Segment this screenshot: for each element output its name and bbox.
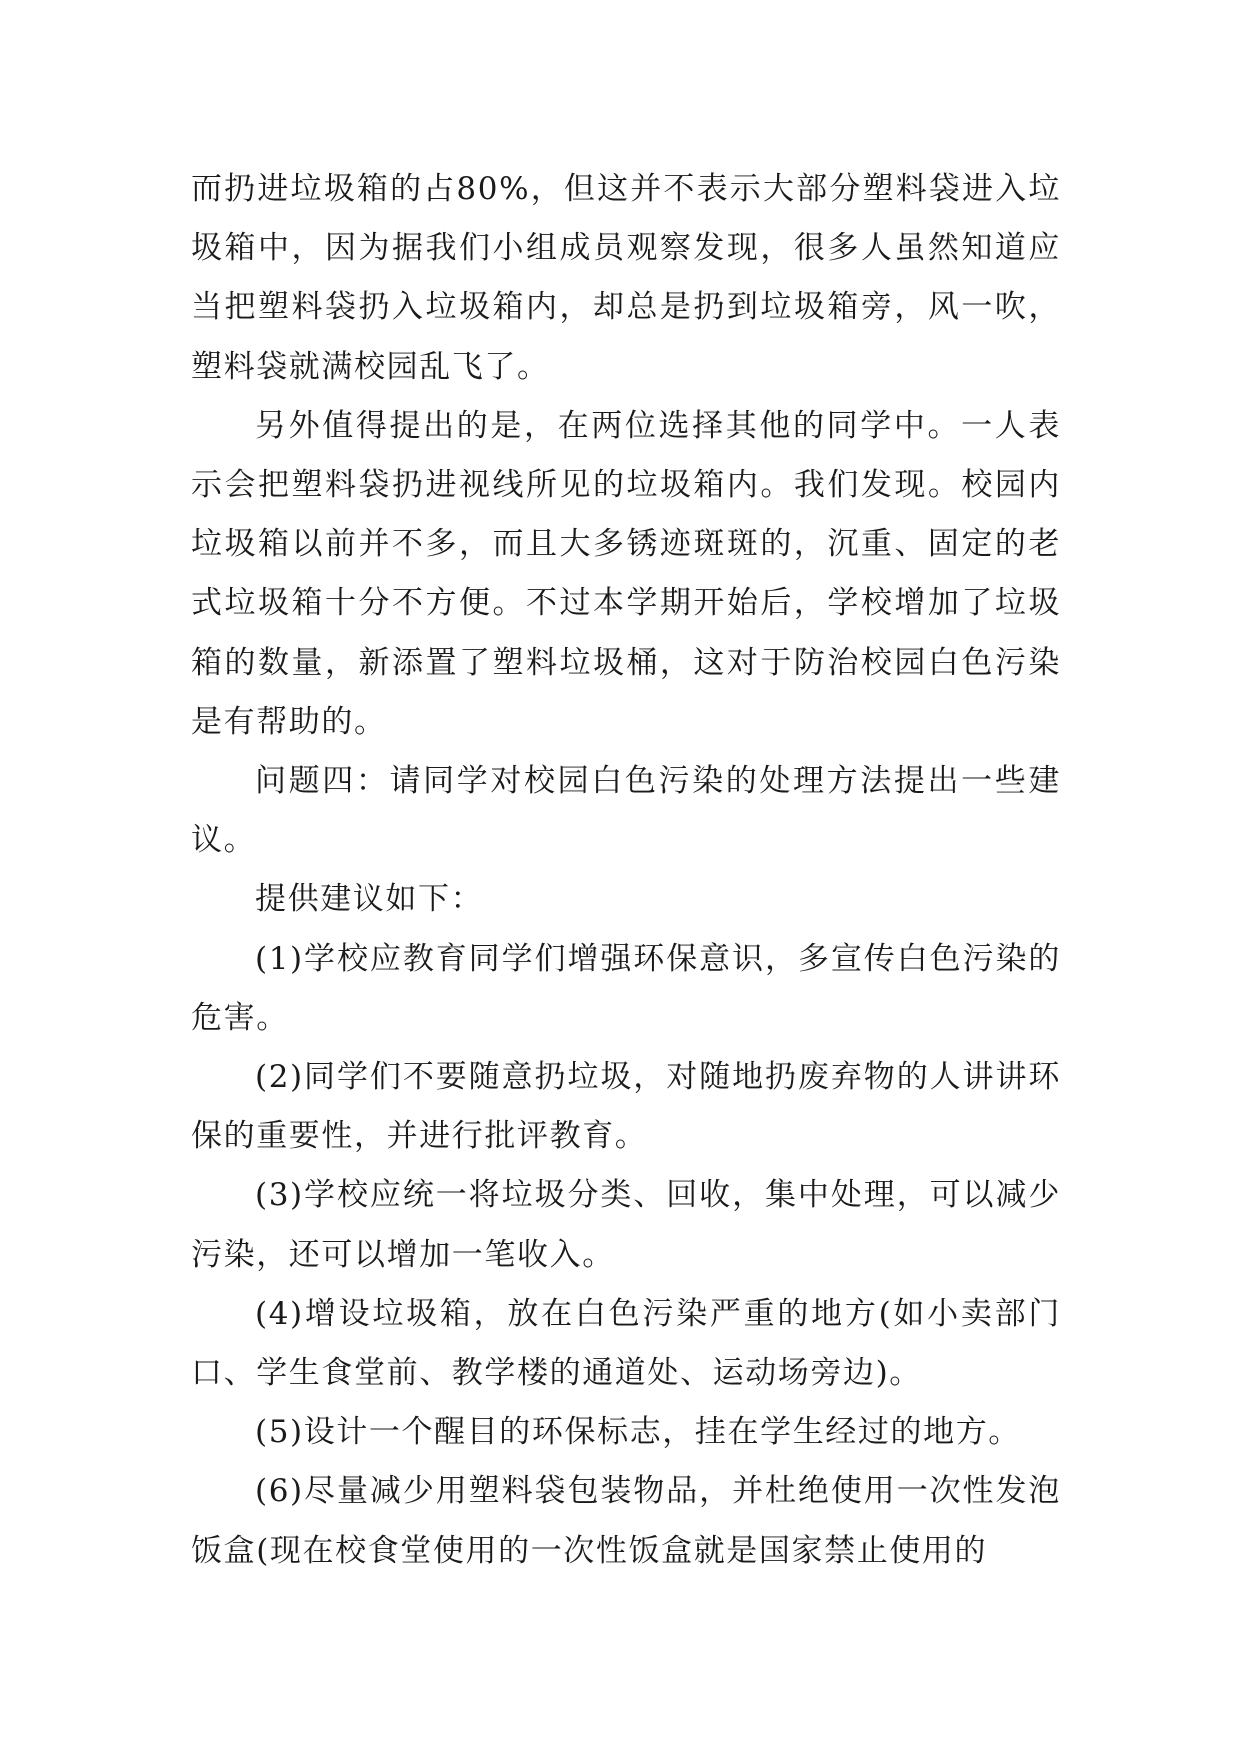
list-item-suggestion-2: (2)同学们不要随意扔垃圾，对随地扔废弃物的人讲讲环保的重要性，并进行批评教育。 bbox=[191, 1059, 1061, 1155]
list-item-suggestion-6: (6)尽量减少用塑料袋包装物品，并杜绝使用一次性发泡饭盒(现在校食堂使用的一次性饭盒就是国家禁止使用的 bbox=[191, 1473, 1061, 1569]
paragraph-question-four: 问题四：请同学对校园白色污染的处理方法提出一些建议。 bbox=[191, 763, 1061, 859]
paragraph-plastic-bag-disposal: 而扔进垃圾箱的占80%，但这并不表示大部分塑料袋进入垃圾箱中，因为据我们小组成员观察发现，很多人虽然知道应当把塑料袋扔入垃圾箱内，却总是扔到垃圾箱旁，风一吹，塑料袋就满校园乱飞了。 bbox=[191, 171, 1061, 385]
list-item-suggestion-5: (5)设计一个醒目的环保标志，挂在学生经过的地方。 bbox=[255, 1414, 1021, 1451]
document-body bbox=[191, 160, 1061, 1581]
list-item-suggestion-3: (3)学校应统一将垃圾分类、回收，集中处理，可以减少污染，还可以增加一笔收入。 bbox=[191, 1177, 1061, 1273]
paragraph-trash-bins: 另外值得提出的是，在两位选择其他的同学中。一人表示会把塑料袋扔进视线所见的垃圾箱内。我们发现。校园内垃圾箱以前并不多，而且大多锈迹斑斑的，沉重、固定的老式垃圾箱十分不方便。不过本学期开始后，学校增加了垃圾箱的数量，新添置了塑料垃圾桶，这对于防治校园白色污染是有帮助的。 bbox=[191, 407, 1061, 740]
list-item-suggestion-1: (1)学校应教育同学们增强环保意识，多宣传白色污染的危害。 bbox=[191, 940, 1061, 1036]
paragraph-suggestions-intro: 提供建议如下： bbox=[255, 881, 484, 918]
list-item-suggestion-4: (4)增设垃圾箱，放在白色污染严重的地方(如小卖部门口、学生食堂前、教学楼的通道处、运动场旁边)。 bbox=[191, 1295, 1061, 1392]
